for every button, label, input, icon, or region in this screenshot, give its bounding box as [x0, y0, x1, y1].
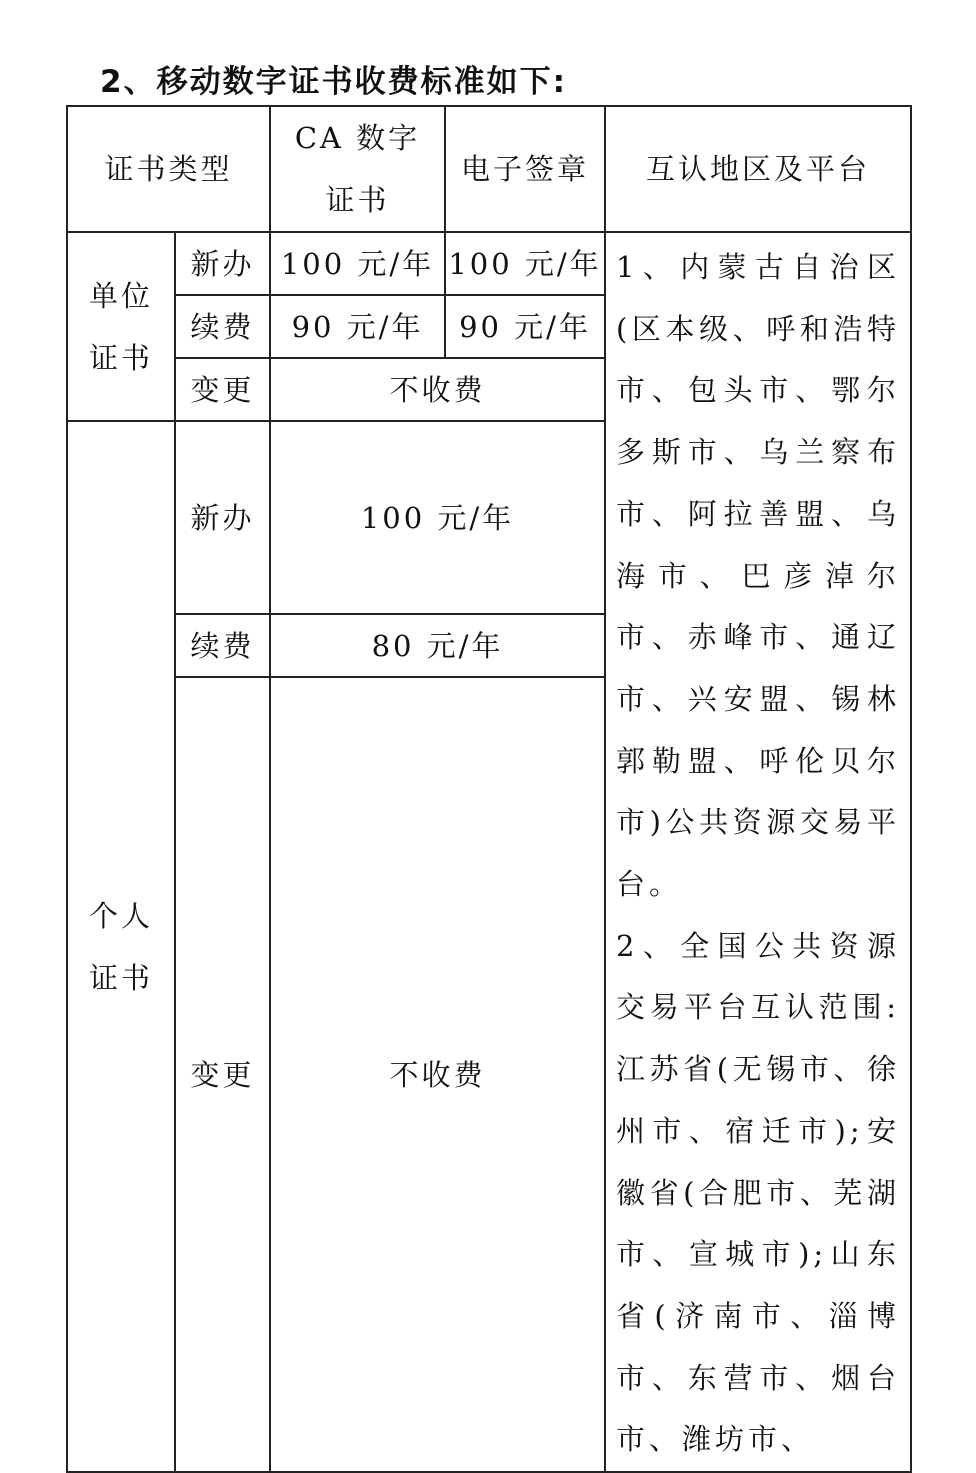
merged-price: 不收费	[270, 358, 605, 421]
fee-table	[66, 105, 912, 1473]
section-heading: 2、移动数字证书收费标准如下:	[100, 64, 567, 100]
merged-price: 80 元/年	[270, 614, 605, 677]
ca-price: 90 元/年	[270, 295, 445, 358]
merged-price: 100 元/年	[270, 421, 605, 614]
ca-price: 100 元/年	[270, 232, 445, 295]
row-item: 新办	[175, 421, 270, 614]
merged-price: 不收费	[270, 677, 605, 1472]
unit-cert-label: 单位证书	[67, 232, 175, 421]
seal-price: 90 元/年	[445, 295, 605, 358]
region-paragraph: 2、全国公共资源交易平台互认范围:江苏省(无锡市、徐州市、宿迁市);安徽省(合肥市、芜湖市、宣城市);山东省(济南市、淄博市、东营市、烟台市、潍坊市、	[616, 928, 901, 1457]
header-regions: 互认地区及平台	[605, 106, 911, 232]
regions-cell	[605, 232, 911, 1472]
region-paragraph: 1、内蒙古自治区(区本级、呼和浩特市、包头市、鄂尔多斯市、乌兰察布市、阿拉善盟、乌海市、巴彦淖尔市、赤峰市、通辽市、兴安盟、锡林郭勒盟、呼伦贝尔市)公共资源交易平台。	[616, 250, 901, 902]
personal-cert-label: 个人证书	[67, 421, 175, 1472]
row-item: 续费	[175, 295, 270, 358]
header-ca-cert: CA 数字证书	[270, 106, 445, 232]
row-item: 续费	[175, 614, 270, 677]
row-item: 新办	[175, 232, 270, 295]
header-cert-type: 证书类型	[67, 106, 270, 232]
seal-price: 100 元/年	[445, 232, 605, 295]
table-header-row	[67, 106, 911, 232]
header-e-seal: 电子签章	[445, 106, 605, 232]
table-row	[67, 232, 911, 295]
row-item: 变更	[175, 677, 270, 1472]
row-item: 变更	[175, 358, 270, 421]
